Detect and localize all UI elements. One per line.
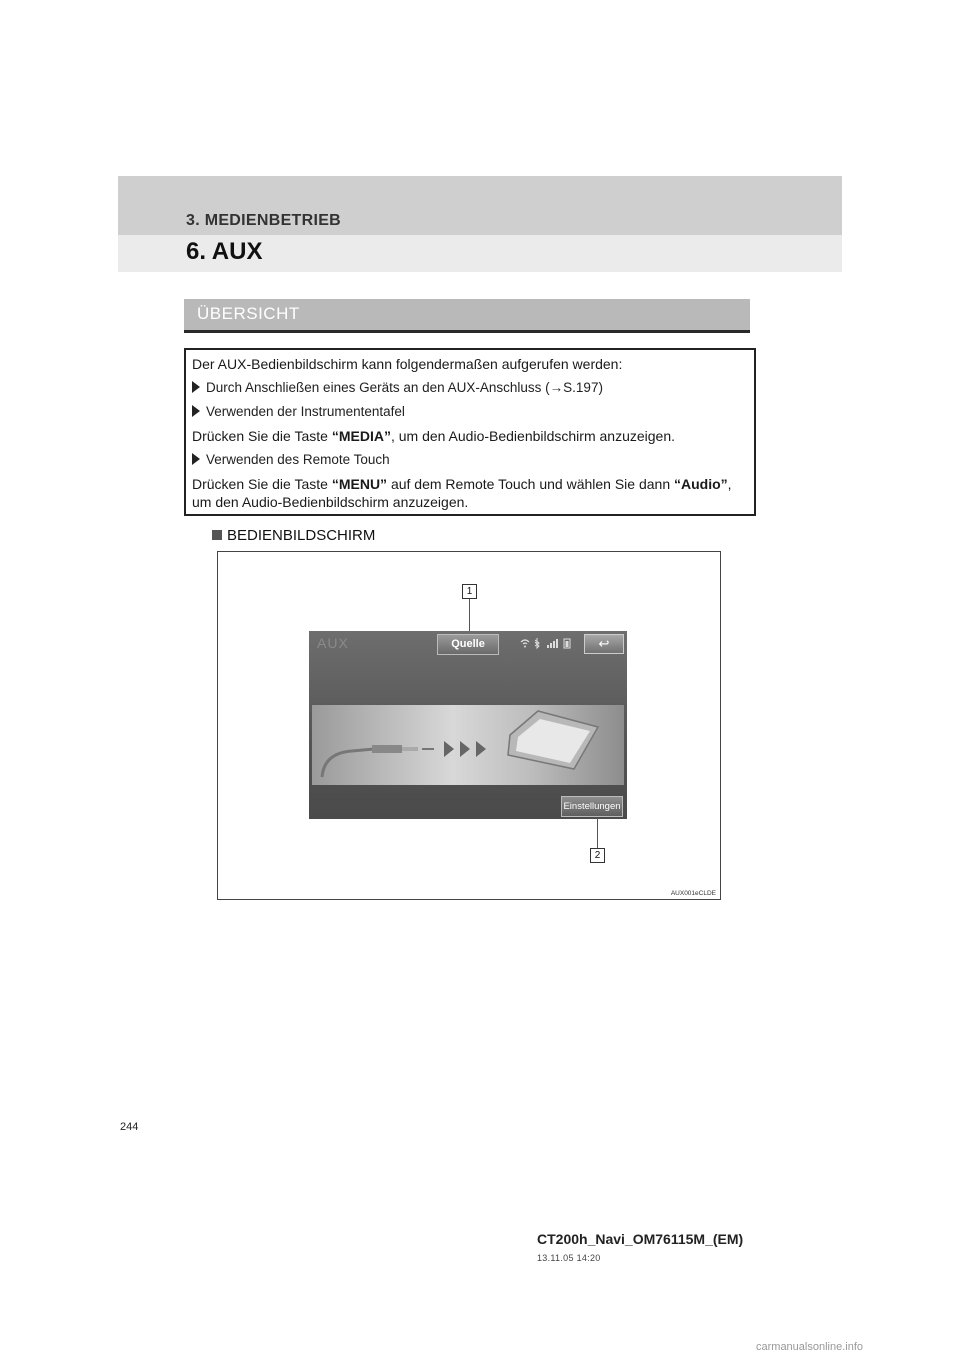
screen-heading-text: BEDIENBILDSCHIRM — [227, 527, 376, 544]
callout-1-leader — [469, 599, 470, 633]
source-button[interactable]: Quelle — [437, 634, 499, 655]
back-button[interactable] — [584, 634, 624, 654]
triangle-bullet-icon — [192, 405, 200, 417]
audio-key: “Audio” — [674, 476, 728, 492]
back-arrow-icon: ↩ — [598, 636, 610, 651]
callout-1: 1 — [462, 584, 477, 599]
callout-2-leader — [597, 818, 598, 849]
section-label: 3. MEDIENBETRIEB — [186, 212, 342, 229]
overview-title: ÜBERSICHT — [197, 304, 300, 323]
triangle-bullet-icon — [192, 381, 200, 393]
document-date: 13.11.05 14:20 — [537, 1253, 601, 1263]
overview-item-3-desc-2: um den Audio-Bedienbildschirm anzuzeigen. — [192, 494, 469, 510]
page-number: 244 — [120, 1121, 139, 1133]
item3-post: , — [727, 476, 732, 492]
item3-mid: auf dem Remote Touch und wählen Sie dann — [387, 476, 674, 492]
status-bar-icons — [519, 637, 579, 649]
media-key: “MEDIA” — [331, 428, 391, 444]
settings-button[interactable]: Einstellungen — [561, 796, 623, 817]
overview-item-2 — [192, 400, 405, 424]
screen-figure — [217, 551, 721, 900]
image-code: AUX001eCLDE — [670, 890, 716, 897]
overview-bar — [184, 299, 750, 333]
overview-item-2-desc — [192, 424, 675, 448]
document-code: CT200h_Navi_OM76115M_(EM) — [537, 1231, 744, 1247]
aux-illustration — [312, 705, 624, 785]
item3-pre: Drücken Sie die Taste — [192, 476, 332, 492]
screen-title: AUX — [317, 635, 349, 651]
menu-key: “MENU” — [331, 476, 388, 492]
overview-item-2-text: Verwenden der Instrumententafel — [206, 404, 405, 419]
aux-cable-illustration — [312, 705, 624, 785]
overview-item-3-text: Verwenden des Remote Touch — [206, 452, 390, 467]
screen-heading — [212, 527, 375, 544]
callout-2: 2 — [590, 848, 605, 863]
status-icons — [519, 637, 579, 652]
overview-intro: Der AUX-Bedienbildschirm kann folgendermaßen aufgerufen werden: — [192, 356, 623, 372]
overview-item-1-text: Durch Anschließen eines Geräts an den AUX-Anschluss (→S.197) — [206, 380, 603, 395]
aux-screen — [309, 631, 627, 819]
triangle-bullet-icon — [192, 453, 200, 465]
overview-item-1 — [192, 376, 603, 400]
square-bullet-icon — [212, 530, 222, 540]
overview-item-3 — [192, 448, 390, 472]
item2-post: , um den Audio-Bedienbildschirm anzuzeigen. — [390, 428, 676, 444]
overview-box — [184, 348, 756, 516]
item2-pre: Drücken Sie die Taste — [192, 428, 332, 444]
chapter-title: 6. AUX — [186, 238, 263, 265]
watermark: carmanualsonline.info — [756, 1341, 864, 1353]
